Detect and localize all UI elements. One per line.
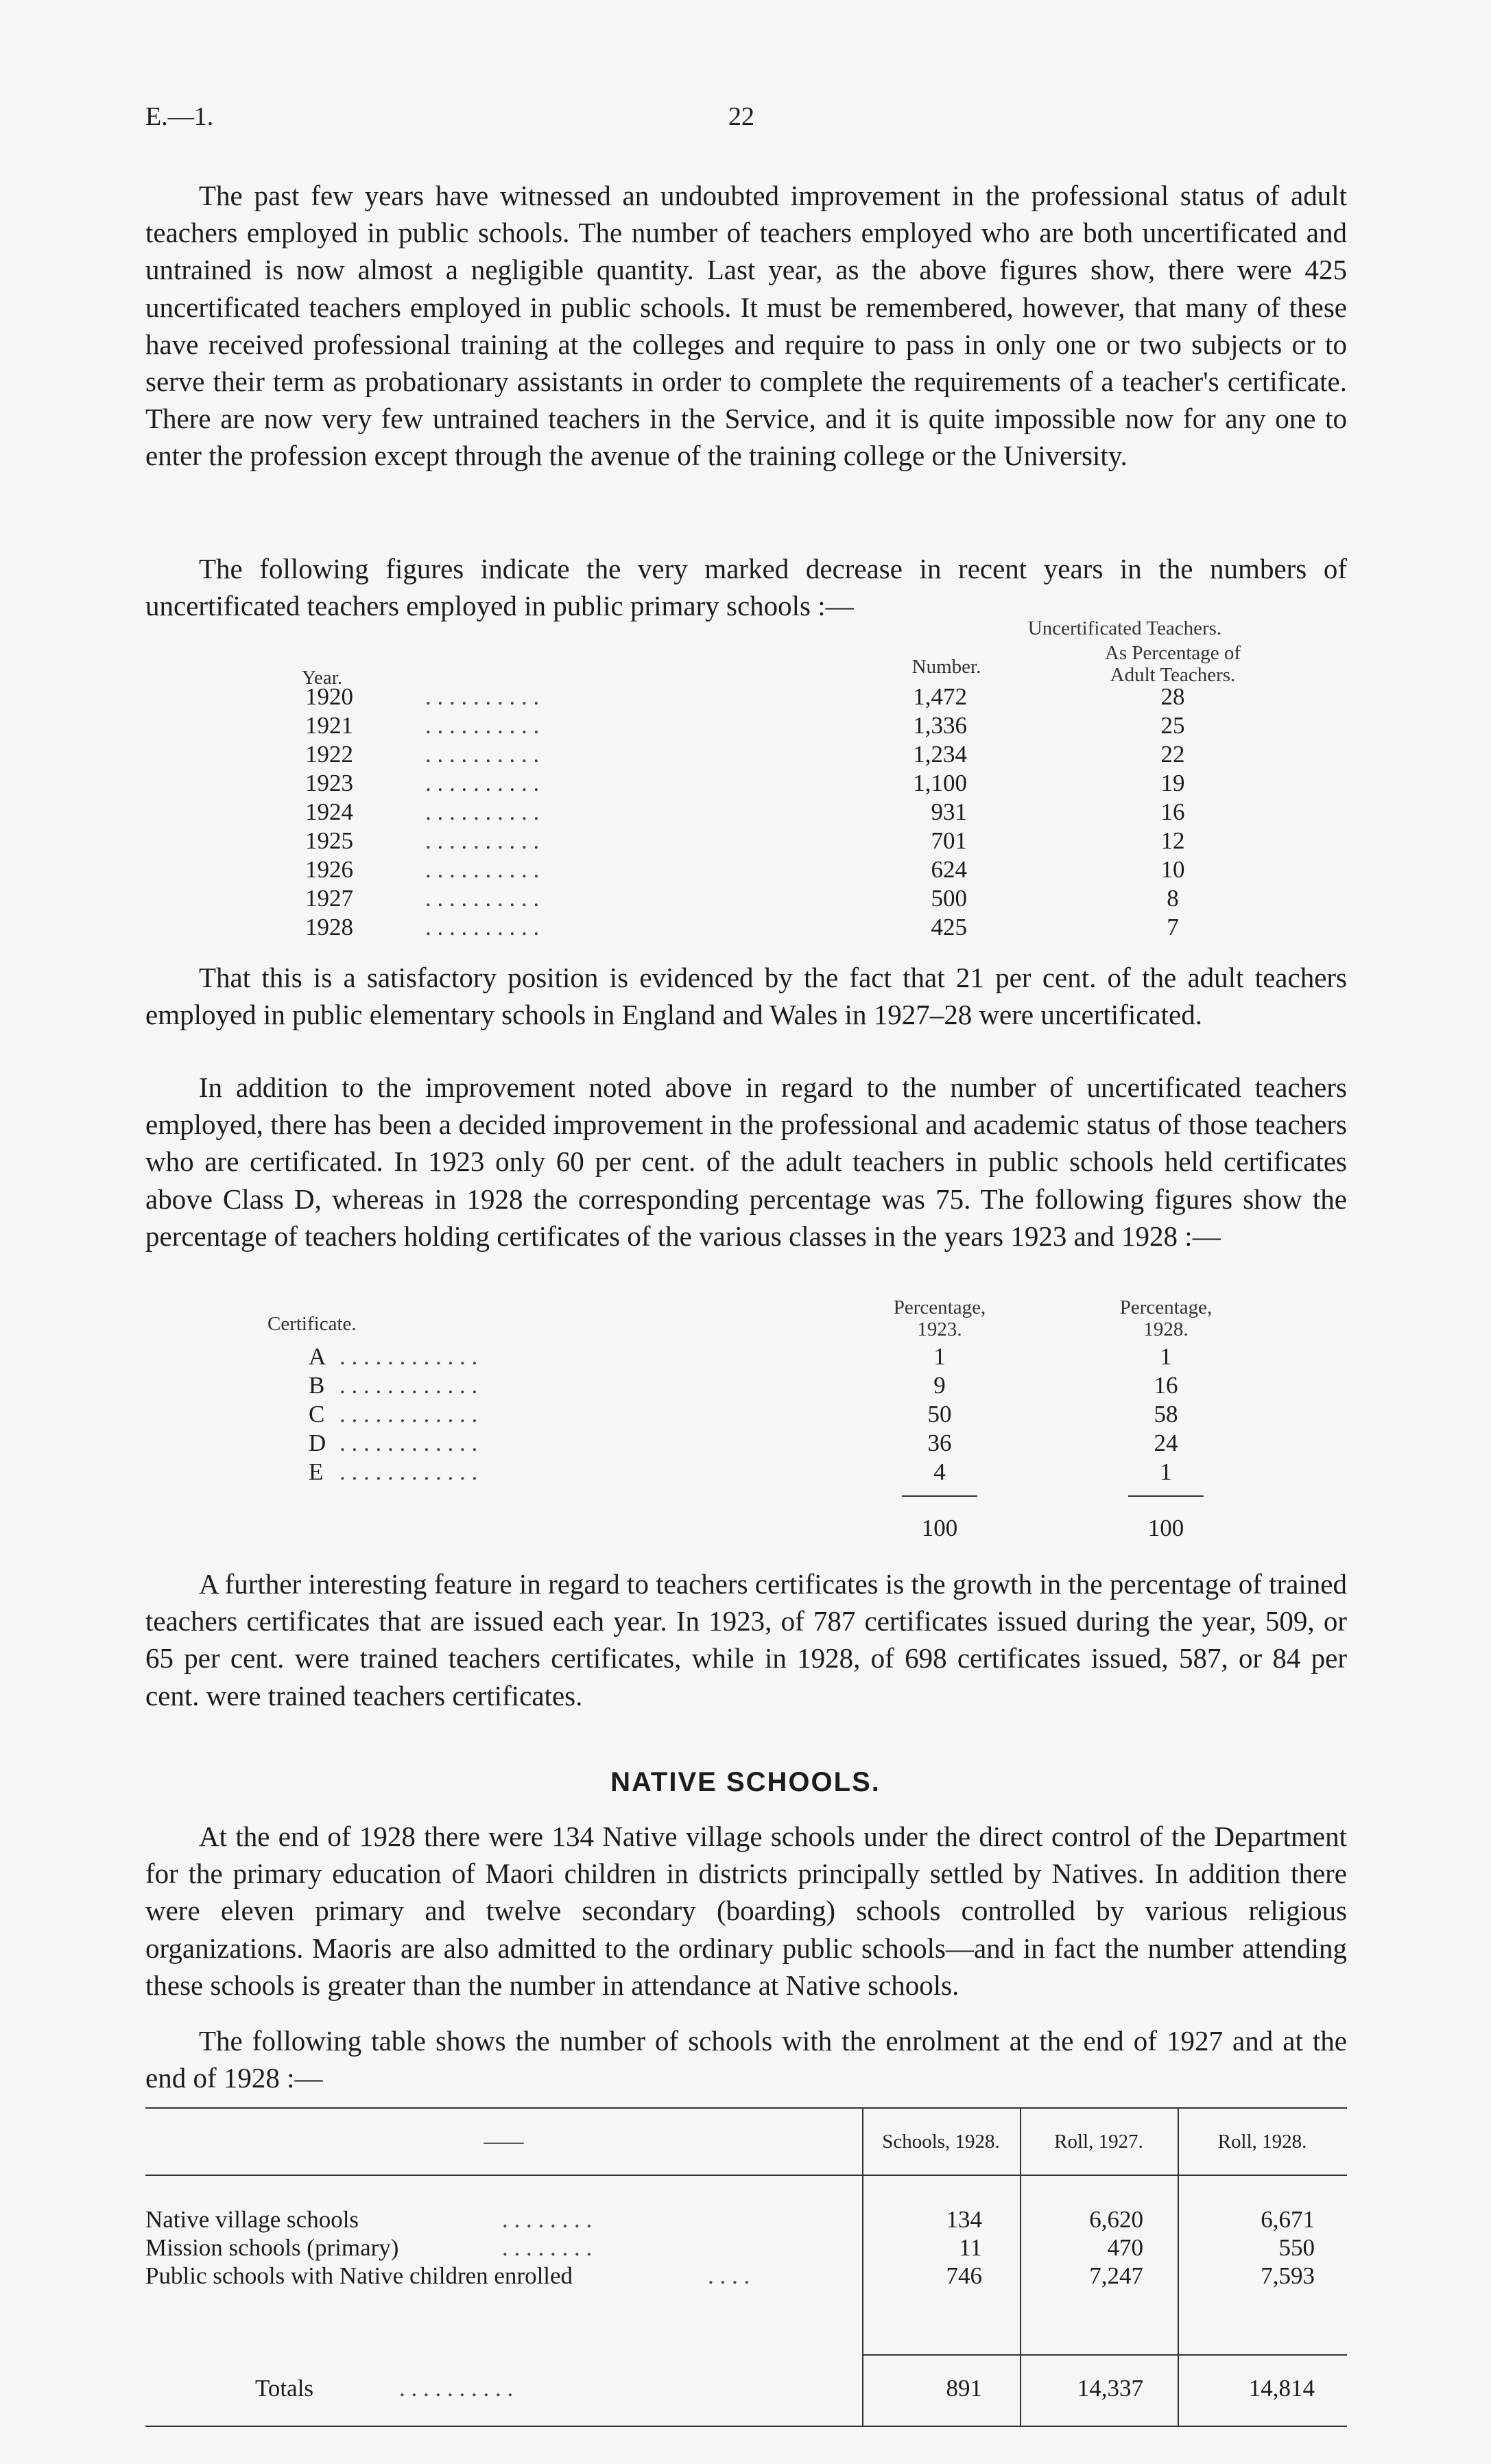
row-year: 1927 [305,885,353,912]
row-certificate: C [309,1401,325,1428]
row-roll-1927: 6,620 [1089,2206,1143,2233]
row-roll-1928: 7,593 [1261,2262,1315,2289]
dot-leader: . . . . . . . . . . [425,798,540,825]
native-schools-table [145,2094,1347,2437]
paragraph-teacher-status: The past few years have witnessed an undoubted improvement in the professional status of adult teachers employed in public schools. The number of teachers employed who are both uncertificated and untrained is now almost a negligible quantity. Last year, as the above figures show, there were 425 uncertificated teachers employed in public schools. It must be remembered, however, that many of these have received professional training at the colleges and require to pass in only one or two subjects or to serve their term as probationary assistants in order to complete the requirements of a teacher's certificate. There are now very few untrained teachers in the Service, and it is quite impossible now for any one to enter the profession except through the avenue of the training college or the University. [145,180,1347,472]
row-roll-1927: 7,247 [1089,2262,1143,2289]
col-header-label: —— [484,2131,524,2153]
dot-leader: . . . . . . . . . . . . [339,1430,478,1456]
col-header-1928 [1084,1296,1248,1340]
row-percentage-1923: 4 [933,1458,946,1485]
row-certificate: B [309,1372,325,1399]
dot-leader: . . . . . . . . . . . . [339,1401,478,1428]
dot-leader: . . . . . . . . [502,2234,593,2261]
col-header-1928-line2: 1928. [1143,1318,1189,1340]
uncertificated-teachers-table [261,617,1289,947]
paragraph-table-intro: The following table shows the number of schools with the enrolment at the end of 1927 and at the end of 1928 :— [145,2025,1347,2094]
paragraph-native-schools: At the end of 1928 there were 134 Native village schools under the direct control of the Department for the primary education of Maori children in districts principally settled by Natives. In addition there were eleven primary and twelve secondary (boarding) schools controlled by various religious organizations. Maoris are also admitted to the ordinary public schools—and in fact the number attending these schools is greater than the number in attendance at Native schools. [145,1821,1347,2001]
section-heading-native-schools: NATIVE SCHOOLS. [610,1767,881,1797]
dot-leader: . . . . . . . . . . [425,885,540,912]
row-percentage: 19 [1160,770,1185,796]
col-header-percentage-line2: Adult Teachers. [1110,664,1236,686]
row-percentage: 16 [1160,798,1185,825]
dot-leader: . . . . . . . . . . [425,770,540,796]
paragraph-trained-certificates: A further interesting feature in regard to teachers certificates is the growth in the percentage of trained teachers certificates that are issued each year. In 1923, of 787 certificates issued during the year, 509, or 65 per cent. were trained teachers certificates, while in 1928, of 698 certificates issued, 587, or 84 per cent. were trained teachers certificates. [145,1568,1347,1711]
certificate-percentage-table [261,1296,1289,1557]
col-header-year: Year. [302,667,343,689]
row-year: 1926 [305,856,353,883]
row-percentage: 12 [1160,827,1185,854]
table-row [261,741,1289,770]
dot-leader: . . . . . . . . . . . . [339,1458,478,1485]
row-roll-1927: 470 [1107,2234,1143,2261]
col-header-1923-line2: 1923. [917,1318,962,1340]
row-roll-1928: 550 [1278,2234,1315,2261]
dot-leader: . . . . . . . . . . [425,683,540,710]
total-rule-1928 [1128,1495,1204,1497]
col-header-number: Number. [911,656,981,678]
row-schools: 746 [946,2262,982,2289]
table-row [261,1430,1289,1458]
row-percentage: 7 [1167,914,1179,940]
row-number: 1,234 [913,741,967,768]
row-percentage: 28 [1160,683,1185,710]
table-top-rule [145,2107,1347,2109]
row-number: 701 [931,827,967,854]
row-percentage: 8 [1167,885,1179,912]
dot-leader: . . . . . . . . . . [425,827,540,854]
row-number: 1,336 [913,712,967,739]
row-percentage-1928: 24 [1154,1430,1178,1456]
row-percentage: 25 [1160,712,1185,739]
row-percentage: 22 [1160,741,1185,768]
dot-leader: . . . . . . . . . . [399,2375,514,2402]
col-header-certificate: Certificate. [267,1313,357,1335]
row-percentage-1923: 1 [933,1343,946,1370]
dot-leader: . . . . . . . . . . [425,914,540,940]
table-row [261,798,1289,827]
paragraph-certificate-improvement: In addition to the improvement noted above in regard to the number of uncertificated teachers employed, there has been a decided improvement in the professional and academic status of those teachers who are certificated. In 1923 only 60 per cent. of the adult teachers in public schools held certificates above Class D, whereas in 1928 the corresponding percentage was 75. The following figures show the percentage of teachers holding certificates of the various classes in the years 1923 and 1928 :— [145,1071,1347,1252]
table-row [261,712,1289,741]
row-percentage-1928: 1 [1160,1343,1172,1370]
dot-leader: . . . . . . . . . . . . [339,1343,478,1370]
row-schools: 134 [946,2206,982,2233]
report-reference: E.—1. [145,102,214,131]
row-percentage-1928: 58 [1154,1401,1178,1428]
row-year: 1920 [305,683,353,710]
table-row [261,1343,1289,1372]
dot-leader: . . . . . . . . . . [425,712,540,739]
total-row [261,1515,1289,1543]
dot-leader: . . . . [708,2262,750,2289]
paragraph-figures-intro: The following figures indicate the very marked decrease in recent years in the numbers of uncertificated teachers employed in public primary schools :— [145,553,1347,622]
table-bottom-rule [145,2426,1347,2427]
dot-leader: . . . . . . . . [502,2206,593,2233]
row-year: 1925 [305,827,353,854]
dot-leader: . . . . . . . . . . [425,856,540,883]
row-percentage-1928: 1 [1160,1458,1172,1485]
col-header-1923 [857,1296,1022,1340]
row-label: Native village schools [145,2206,359,2233]
col-header-roll-1927: Roll, 1927. [1054,2131,1143,2153]
col-header-1923-line1: Percentage, [893,1296,986,1318]
total-1928: 100 [1147,1515,1184,1541]
row-percentage: 10 [1160,856,1185,883]
total-1923: 100 [921,1515,958,1541]
row-label: Public schools with Native children enrolled [145,2262,573,2289]
row-schools: 11 [959,2234,982,2261]
page-number: 22 [728,102,754,131]
col-header-percentage-line1: As Percentage of [1104,642,1241,664]
totals-schools: 891 [946,2375,982,2402]
row-year: 1922 [305,741,353,768]
totals-roll-1928: 14,814 [1248,2375,1315,2402]
row-percentage-1923: 50 [927,1401,952,1428]
row-year: 1928 [305,914,353,940]
row-percentage-1923: 9 [933,1372,946,1399]
row-number: 1,472 [913,683,967,710]
table-row [261,914,1289,943]
table-row [261,885,1289,914]
table-row [261,856,1289,885]
totals-label: Totals [255,2375,314,2402]
row-label: Mission schools (primary) [145,2234,399,2261]
row-year: 1924 [305,798,353,825]
row-roll-1928: 6,671 [1261,2206,1315,2233]
paragraph-england-comparison: That this is a satisfactory position is evidenced by the fact that 21 per cent. of the adult teachers employed in public elementary schools in England and Wales in 1927–28 were uncertificated. [145,962,1347,1031]
dot-leader: . . . . . . . . . . . . [339,1372,478,1399]
table-header-rule [145,2175,1347,2176]
group-header: Uncertificated Teachers. [1027,617,1222,639]
totals-roll-1927: 14,337 [1077,2375,1143,2402]
row-year: 1921 [305,712,353,739]
row-certificate: D [309,1430,326,1456]
table-row [261,1372,1289,1401]
table-row [261,683,1289,712]
table-row [261,1401,1289,1430]
total-rule-1923 [902,1495,977,1497]
col-header-schools-1928: Schools, 1928. [882,2131,1000,2153]
row-number: 624 [931,856,967,883]
table-row [261,770,1289,798]
row-number: 425 [931,914,967,940]
row-number: 500 [931,885,967,912]
table-row [261,827,1289,856]
col-header-roll-1928: Roll, 1928. [1217,2131,1307,2153]
dot-leader: . . . . . . . . . . [425,741,540,768]
col-header-percentage [1063,642,1283,686]
row-certificate: E [309,1458,324,1485]
row-certificate: A [309,1343,326,1370]
row-percentage-1928: 16 [1154,1372,1178,1399]
totals-rule [862,2354,1347,2356]
row-number: 1,100 [913,770,967,796]
table-row [261,1458,1289,1487]
row-year: 1923 [305,770,353,796]
row-number: 931 [931,798,967,825]
row-percentage-1923: 36 [927,1430,952,1456]
col-header-1928-line1: Percentage, [1119,1296,1213,1318]
